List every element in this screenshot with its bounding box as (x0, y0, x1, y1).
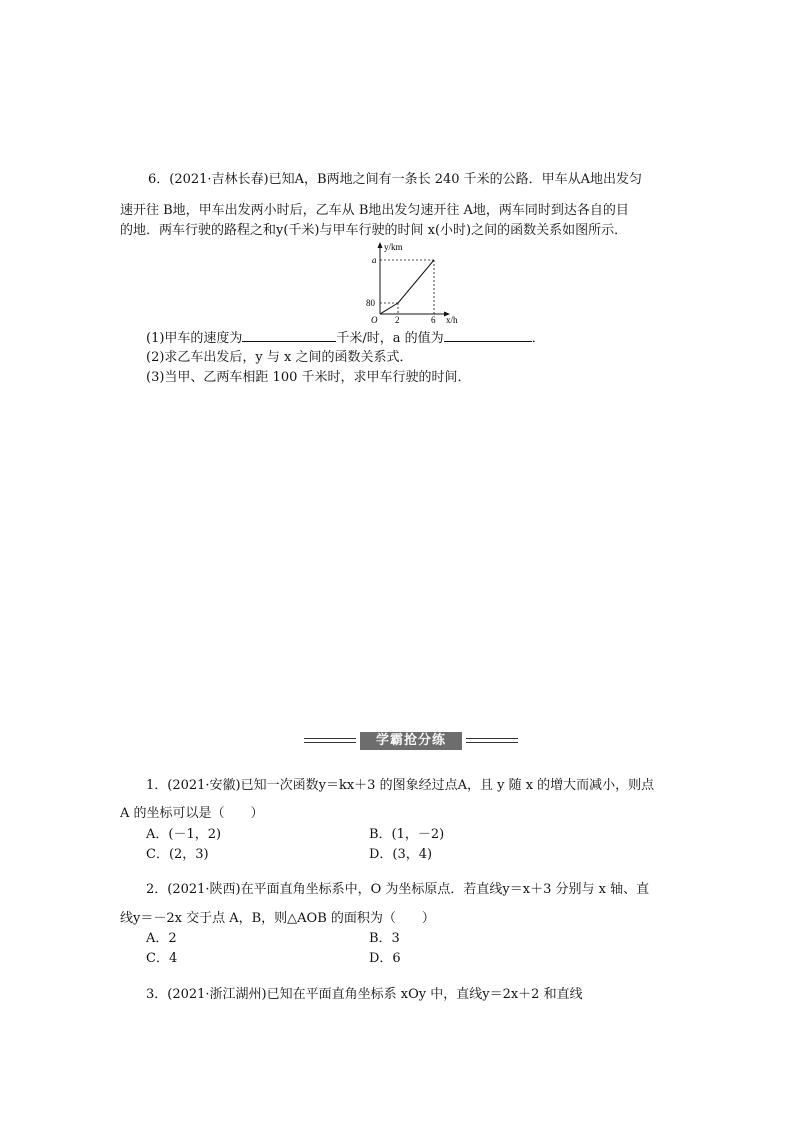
problem6-question2: (2)求乙车出发后，y 与 x 之间的函数关系式． (146, 350, 413, 365)
function-graph (360, 240, 470, 324)
answer-blank-a[interactable] (444, 329, 532, 342)
origin-label: O (371, 315, 378, 324)
problem6-line1: 6．(2021·吉林长春)已知A，B两地之间有一条长 240 千米的公路．甲车从A地出发匀 (148, 172, 643, 187)
segment-jia-only (380, 303, 398, 314)
exercise2-option-a: A．2 (146, 931, 177, 946)
banner-rule-left-1 (304, 738, 356, 739)
exercise2-option-b: B．3 (369, 931, 400, 946)
q1-text-a: (1)甲车的速度为 (146, 331, 243, 346)
a-tick-label: a (372, 255, 377, 265)
x-tick-6: 6 (431, 315, 436, 324)
banner-rule-right-2 (466, 742, 518, 743)
y-axis-label: y/km (384, 242, 403, 252)
exercise2-option-d: D．6 (369, 951, 401, 966)
y-tick-80: 80 (366, 298, 375, 308)
exercise3-line1: 3．(2021·浙江湖州)已知在平面直角坐标系 xOy 中，直线y＝2x＋2 和直线 (146, 987, 583, 1002)
exercise2-option-c: C．4 (146, 951, 178, 966)
section-banner (304, 730, 518, 752)
problem6-question3: (3)当甲、乙两车相距 100 千米时，求甲车行驶的时间． (146, 370, 471, 385)
problem6-line3: 的地．两车行驶的路程之和y(千米)与甲车行驶的时间 x(小时)之间的函数关系如图所示． (120, 223, 628, 238)
q1-text-b: 千米/时，a 的值为 (336, 331, 444, 346)
banner-rule-left-2 (304, 742, 356, 743)
banner-title: 学霸抢分练 (360, 732, 462, 750)
exercise1-option-c: C．(2，3) (146, 847, 209, 862)
exercise2-line2: 线y＝－2x 交于点 A，B，则△AOB 的面积为（ ） (120, 911, 435, 926)
exercise1-option-b: B．(1，－2) (369, 827, 445, 842)
exercise1-line2: A 的坐标可以是（ ） (120, 806, 264, 821)
x-tick-2: 2 (395, 315, 400, 324)
exercise1-option-d: D．(3，4) (369, 847, 433, 862)
banner-rule-right-1 (466, 738, 518, 739)
x-axis-label: x/h (446, 315, 458, 324)
exercise1-line1: 1．(2021·安徽)已知一次函数y＝kx＋3 的图象经过点A，且 y 随 x 的增大而减小，则点 (146, 778, 655, 793)
problem6-question1 (146, 329, 545, 348)
exercise2-line1: 2．(2021·陕西)在平面直角坐标系中，O 为坐标原点．若直线y＝x＋3 分别与 x 轴、直 (146, 882, 650, 897)
answer-blank-speed[interactable] (242, 329, 336, 342)
q1-text-c: ． (531, 331, 545, 346)
segment-both (398, 260, 434, 303)
exercise1-option-a: A．(－1，2) (146, 827, 222, 842)
y-axis-arrow (378, 242, 383, 248)
problem6-line2: 速开往 B地，甲车出发两小时后，乙车从 B地出发匀速开往 A地，两车同时到达各自的目 (120, 203, 629, 218)
